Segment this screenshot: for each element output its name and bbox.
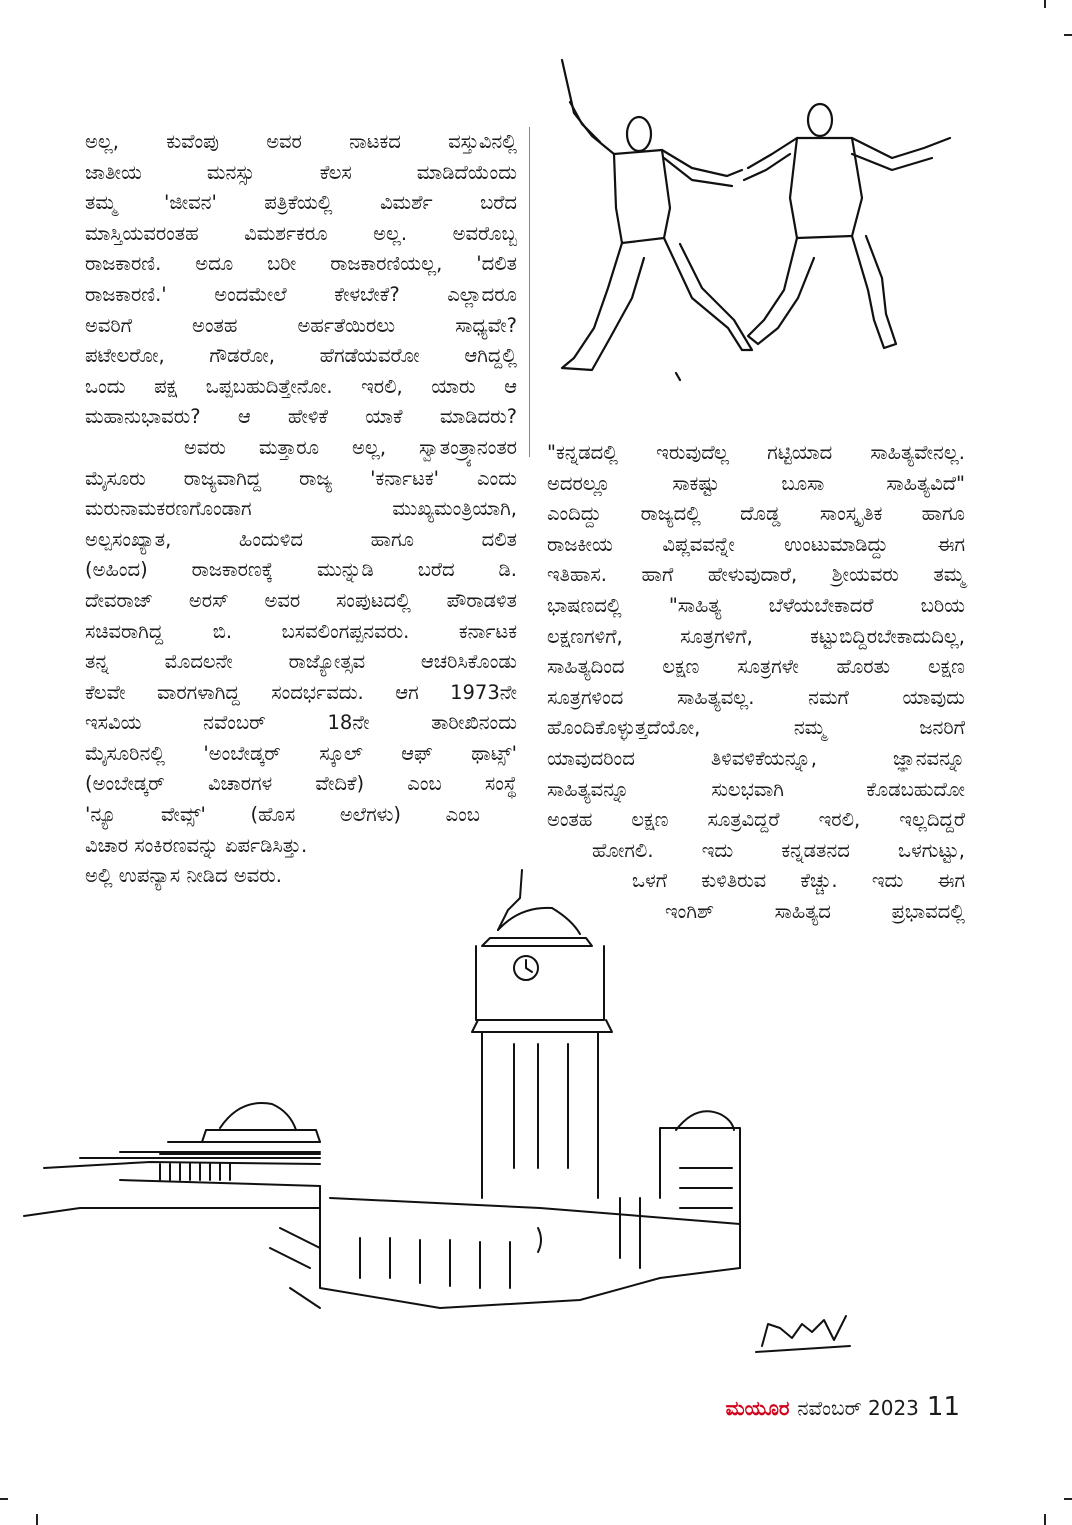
text-line: ಮಹಾನುಭಾವರು? ಆ ಹೇಳಿಕೆ ಯಾಕೆ ಮಾಡಿದರು? bbox=[85, 405, 517, 429]
text-line: ಇಂಗಿಶ್ ಸಾಹಿತ್ಯದ ಪ್ರಭಾವದಲ್ಲಿ bbox=[665, 899, 965, 923]
magazine-name: ಮಯೂರ bbox=[725, 1396, 790, 1420]
text-line: (ಅಹಿಂದ) ರಾಜಕಾರಣಕ್ಕೆ ಮುನ್ನುಡಿ ಬರೆದ ಡಿ. bbox=[85, 558, 517, 582]
text-line: ಲಕ್ಷಣಗಳಿಗೆ, ಸೂತ್ರಗಳಿಗೆ, ಕಟ್ಟುಬಿದ್ದಿರಬೇಕಾದುದಿಲ್ಲ, bbox=[547, 624, 965, 648]
text-line: ಮೈಸೂರಿನಲ್ಲಿ 'ಅಂಬೇಡ್ಕರ್ ಸ್ಕೂಲ್ ಆಫ್ ಥಾಟ್ಸ್' bbox=[85, 741, 517, 765]
page-footer bbox=[726, 1392, 960, 1422]
text-line: ಭಾಷಣದಲ್ಲಿ "ಸಾಹಿತ್ಯ ಬೆಳೆಯಬೇಕಾದರೆ ಬರಿಯ bbox=[547, 593, 965, 617]
text-line: ಸಾಹಿತ್ಯದಿಂದ ಲಕ್ಷಣ ಸೂತ್ರಗಳೇ ಹೊರತು ಲಕ್ಷಣ bbox=[547, 655, 965, 679]
text-line: ಅವರು ಮತ್ತಾರೂ ಅಲ್ಲ, ಸ್ವಾತಂತ್ರ್ಯಾನಂತರ bbox=[85, 435, 517, 459]
text-line: "ಕನ್ನಡದಲ್ಲಿ ಇರುವುದೆಲ್ಲ ಗಟ್ಟಿಯಾದ ಸಾಹಿತ್ಯವೇನಲ್ಲ. bbox=[547, 441, 965, 464]
crop-mark bbox=[1064, 34, 1072, 36]
right-column bbox=[547, 438, 965, 928]
text-line: ಪಟೇಲರೋ, ಗೌಡರೋ, ಹೆಗಡೆಯವರೋ ಆಗಿದ್ದಲ್ಲಿ bbox=[85, 344, 517, 368]
text-line: ವಿಚಾರ ಸಂಕಿರಣವನ್ನು ಏರ್ಪಡಿಸಿತ್ತು. bbox=[85, 833, 308, 857]
text-line: ಮೈಸೂರು ರಾಜ್ಯವಾಗಿದ್ದ ರಾಜ್ಯ 'ಕರ್ನಾಟಕ' ಎಂದು bbox=[85, 466, 517, 490]
text-line: ಹೊಂದಿಕೊಳ್ಳುತ್ತದೆಯೋ, ನಮ್ಮ ಜನರಿಗೆ bbox=[547, 716, 965, 740]
text-line: ಅಲ್ಲ, ಕುವೆಂಪು ಅವರ ನಾಟಕದ ವಸ್ತುವಿನಲ್ಲಿ bbox=[85, 130, 517, 153]
text-line: ದೇವರಾಜ್ ಅರಸ್ ಅವರ ಸಂಪುಟದಲ್ಲಿ ಪೌರಾಡಳಿತ bbox=[85, 588, 517, 612]
text-line: ಯಾವುದರಿಂದ ತಿಳಿವಳಿಕೆಯನ್ನೂ, ಜ್ಞಾನವನ್ನೂ bbox=[547, 746, 965, 770]
text-line: ಮರುನಾಮಕರಣಗೊಂಡಾಗ ಮುಖ್ಯಮಂತ್ರಿಯಾಗಿ, bbox=[85, 497, 517, 521]
crop-mark bbox=[36, 1514, 38, 1525]
text-line: ಅದರಲ್ಲೂ ಸಾಕಷ್ಟು ಬೂಸಾ ಸಾಹಿತ್ಯವಿದೆ" bbox=[547, 471, 965, 495]
text-line: ಒಂದು ಪಕ್ಷ ಒಪ್ಪಬಹುದಿತ್ತೇನೋ. ಇರಲಿ, ಯಾರು ಆ bbox=[85, 374, 517, 398]
text-line: ರಾಜಕಾರಣಿ. ಅದೂ ಬರೀ ರಾಜಕಾರಣಿಯಲ್ಲ, 'ದಲಿತ bbox=[85, 252, 517, 276]
text-line: ರಾಜಕಾರಣಿ.' ಅಂದಮೇಲೆ ಕೇಳಬೇಕೆ? ಎಲ್ಲಾದರೂ bbox=[85, 282, 517, 306]
text-line: ಸಚಿವರಾಗಿದ್ದ ಬಿ. ಬಸವಲಿಂಗಪ್ಪನವರು. ಕರ್ನಾಟಕ bbox=[85, 619, 517, 643]
text-line: ಹೋಗಲಿ. ಇದು ಕನ್ನಡತನದ ಒಳಗುಟ್ಟು, bbox=[592, 838, 965, 862]
crop-mark bbox=[1044, 1514, 1046, 1525]
text-line: 'ನ್ಯೂ ವೇವ್ಸ್' (ಹೊಸ ಅಲೆಗಳು) ಎಂಬ bbox=[85, 803, 480, 827]
text-line: ಮಾಸ್ತಿಯವರಂತಹ ವಿಮರ್ಶಕರೂ ಅಲ್ಲ. ಅವರೊಬ್ಬ bbox=[85, 221, 517, 245]
text-line: ತಮ್ಮ 'ಜೀವನ' ಪತ್ರಿಕೆಯಲ್ಲಿ ವಿಮರ್ಶೆ ಬರೆದ bbox=[85, 191, 517, 215]
text-line: ತನ್ನ ಮೊದಲನೇ ರಾಜ್ಯೋತ್ಸವ ಆಚರಿಸಿಕೊಂಡು bbox=[85, 650, 517, 674]
crop-mark bbox=[1044, 0, 1046, 8]
page-number: 11 bbox=[926, 1392, 960, 1422]
building-illustration bbox=[20, 868, 870, 1368]
text-line: ಇಸವಿಯ ನವೆಂಬರ್ 18ನೇ ತಾರೀಖಿನಂದು bbox=[85, 711, 517, 735]
text-line: ಎಂದಿದ್ದು ರಾಜ್ಯದಲ್ಲಿ ದೊಡ್ಡ ಸಾಂಸ್ಕೃತಿಕ ಹಾಗೂ bbox=[547, 502, 965, 526]
column-divider bbox=[529, 127, 530, 457]
text-line: ಒಳಗೆ ಕುಳಿತಿರುವ ಕೆಚ್ಚು. ಇದು ಈಗ bbox=[632, 869, 965, 893]
text-line: ಅಂತಹ ಲಕ್ಷಣ ಸೂತ್ರವಿದ್ದರೆ ಇರಲಿ, ಇಲ್ಲದಿದ್ದರೆ bbox=[547, 808, 965, 832]
crop-mark bbox=[0, 1498, 8, 1500]
text-line: ಅವರಿಗೆ ಅಂತಹ ಅರ್ಹತೆಯಿರಲು ಸಾಧ್ಯವೇ? bbox=[85, 313, 517, 337]
left-column bbox=[85, 127, 517, 892]
text-line: (ಅಂಬೇಡ್ಕರ್ ವಿಚಾರಗಳ ವೇದಿಕೆ) ಎಂಬ ಸಂಸ್ಥೆ bbox=[85, 772, 517, 796]
text-line: ಅಲ್ಲಿ ಉಪನ್ಯಾಸ ನೀಡಿದ ಅವರು. bbox=[85, 864, 282, 888]
issue-date: ನವೆಂಬರ್ 2023 bbox=[797, 1396, 919, 1420]
dancers-illustration bbox=[552, 58, 967, 383]
text-line: ರಾಜಕೀಯ ವಿಪ್ಲವವನ್ನೇ ಉಂಟುಮಾಡಿದ್ದು ಈಗ bbox=[547, 532, 965, 556]
text-line: ಇತಿಹಾಸ. ಹಾಗೆ ಹೇಳುವುದಾರೆ, ಶ್ರೀಯವರು ತಮ್ಮ bbox=[547, 563, 965, 587]
text-line: ಜಾತೀಯ ಮನಸ್ಸು ಕೆಲಸ ಮಾಡಿದೆಯೆಂದು bbox=[85, 160, 517, 184]
text-line: ಸೂತ್ರಗಳಿಂದ ಸಾಹಿತ್ಯವಲ್ಲ. ನಮಗೆ ಯಾವುದು bbox=[547, 685, 965, 709]
crop-mark bbox=[1064, 1498, 1072, 1500]
text-line: ಕೆಲವೇ ವಾರಗಳಾಗಿದ್ದ ಸಂದರ್ಭವದು. ಆಗ 1973ನೇ bbox=[85, 680, 517, 704]
text-line: ಅಲ್ಪಸಂಖ್ಯಾತ, ಹಿಂದುಳಿದ ಹಾಗೂ ದಲಿತ bbox=[85, 527, 517, 551]
text-line: ಸಾಹಿತ್ಯವನ್ನೂ ಸುಲಭವಾಗಿ ಕೊಡಬಹುದೋ bbox=[547, 777, 965, 801]
